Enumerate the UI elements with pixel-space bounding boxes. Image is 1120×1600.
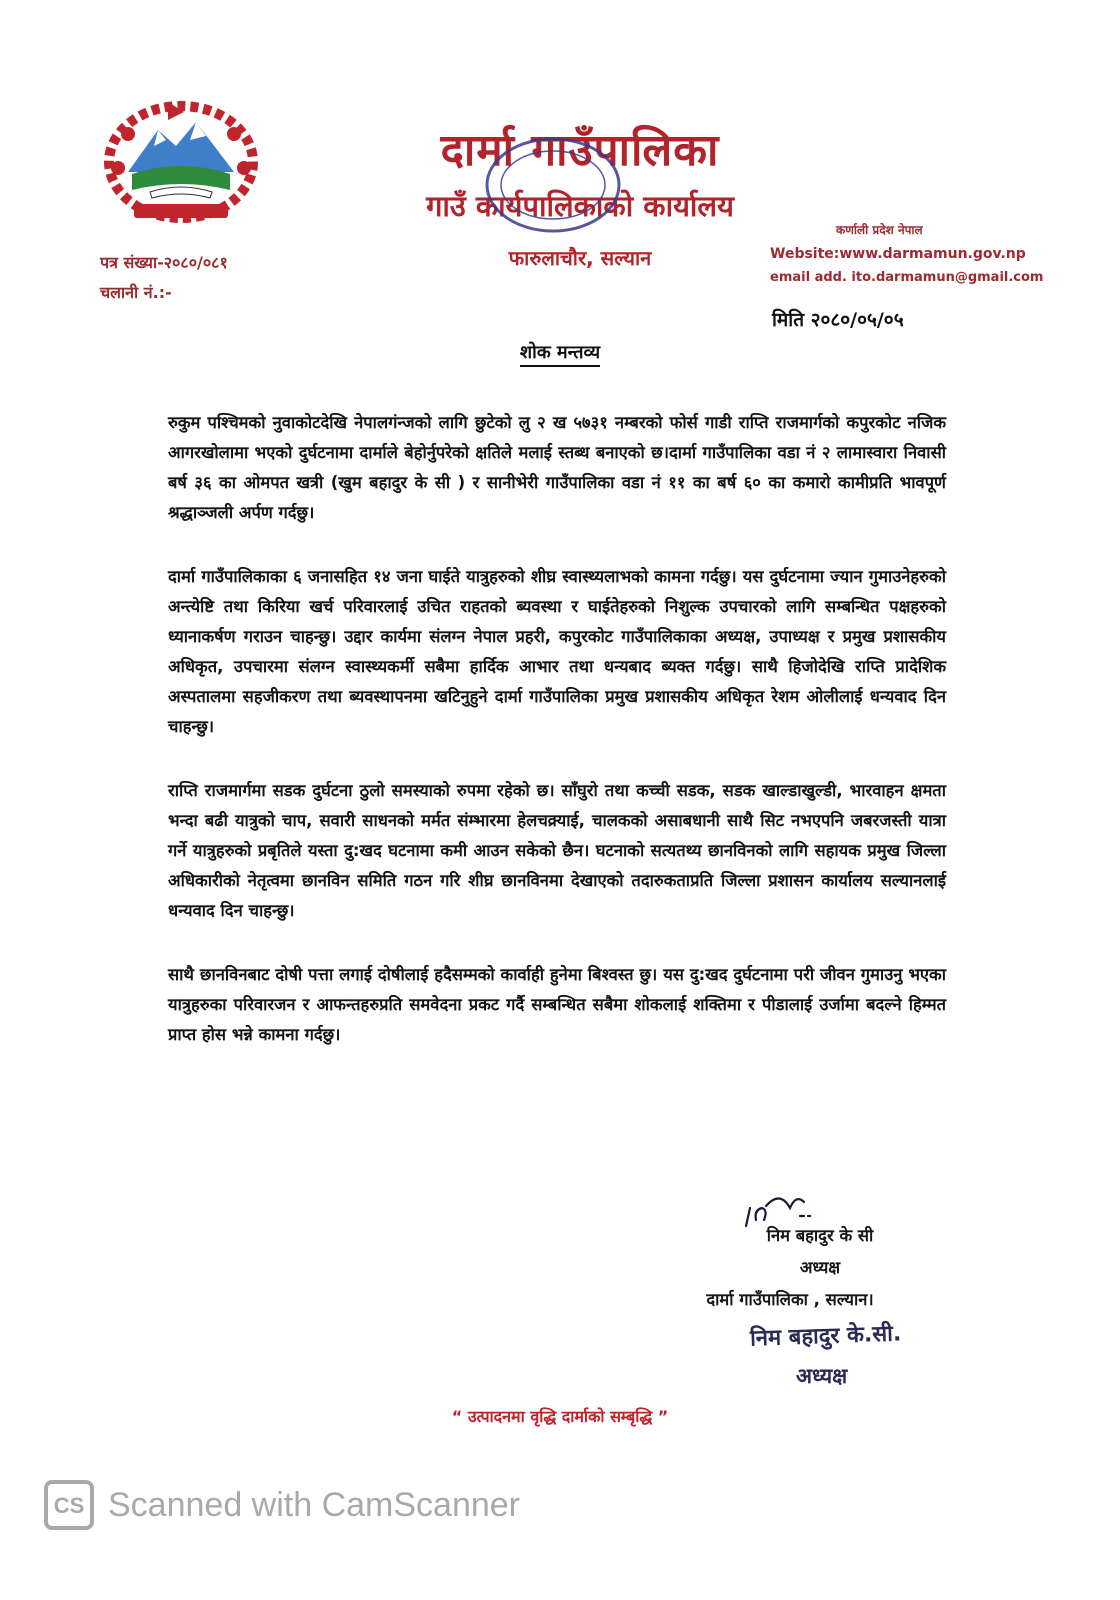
nepal-emblem-icon [98, 94, 264, 234]
letter-number: पत्र संख्या-२०८०/०८१ [100, 253, 228, 272]
reference-block [100, 248, 228, 308]
camscanner-logo-icon [44, 1480, 94, 1530]
office-subtitle: गाउँ कार्यपालिकाको कार्यालय [426, 189, 734, 223]
contact-block [770, 218, 1043, 290]
signatory-name: निम बहादुर के सी [766, 1226, 874, 1245]
province-label: कर्णाली प्रदेश नेपाल [836, 223, 923, 237]
round-seal-icon [478, 132, 628, 238]
municipality-title: दार्मा गाउँपालिका [440, 125, 720, 176]
paragraph: साथै छानविनबाट दोषी पत्ता लगाई दोषीलाई हदैसम्मको कार्वाही हुनेमा बिश्वस्त छु। यस दु:खद दुर्घटनामा परी जीवन गुमाउनु भएका यात्रुहरुका परिवारजन र आफन्तहरुप्रति समवेदना प्रकट गर्दै सम्बन्धित सबैमा शोकलाई शक्तिमा र पीडालाई उर्जामा बदल्ने हिम्मत प्राप्त होस भन्ने कामना गर्दछु। [168, 965, 946, 1044]
heading-text: शोक मन्तव्य [520, 342, 600, 367]
role-stamp: अध्यक्ष [796, 1364, 848, 1388]
website-link[interactable]: Website:www.darmamun.gov.np [770, 246, 1026, 262]
footer-slogan: “ उत्पादनमा वृद्धि दार्माको सम्बृद्धि ” [451, 1407, 669, 1426]
name-stamp: निम बहादुर के.सी. [749, 1321, 902, 1352]
office-address: फारुलाचौर, सल्यान [508, 246, 652, 270]
document-heading [0, 340, 1120, 364]
camscanner-watermark: Scanned with CamScanner [108, 1486, 521, 1524]
svg-text:CS: CS [53, 1493, 85, 1518]
dispatch-number: चलानी नं.:- [100, 283, 172, 302]
letter-body [168, 408, 946, 1084]
paragraph: राप्ति राजमार्गमा सडक दुर्घटना ठुलो समस्याको रुपमा रहेको छ। साँघुरो तथा कच्ची सडक, सडक खाल्डाखुल्डी, भारवाहन क्षमता भन्दा बढी यात्रुको चाप, सवारी साधनको मर्मत संम्भारमा हेलचक्र्याई, चालकको असाबधानी साथै सिट नभएपनि जबरजस्ती यात्रा गर्ने यात्रुहरुको प्रबृतिले यस्ता दु:खद घटनामा कमी आउन सकेको छैन। घटनाको सत्यतथ्य छानविनको लागि सहायक प्रमुख जिल्ला अधिकारीको नेतृत्वमा छानविन समिति गठन गरि शीघ्र छानविनमा देखाएको तदारुकताप्रति जिल्ला प्रशासन कार्यालय सल्यानलाई धन्यवाद दिन चाहन्छु। [168, 781, 946, 920]
signatory-role: अध्यक्ष [799, 1258, 841, 1277]
email-link[interactable]: email add. ito.darmamun@gmail.com [770, 270, 1044, 285]
letter-date: मिति २०८०/०५/०५ [772, 309, 904, 331]
signatory-office: दार्मा गाउँपालिका , सल्यान। [706, 1290, 874, 1309]
paragraph: दार्मा गाउँपालिकाका ६ जनासहित १४ जना घाईते यात्रुहरुको शीघ्र स्वास्थ्यलाभको कामना गर्दछु। यस दुर्घटनामा ज्यान गुमाउनेहरुको अन्त्येष्टि तथा किरिया खर्च परिवारलाई उचित राहतको ब्यवस्था र घाईतेहरुको निशुल्क उपचारको लागि सम्बन्धित पक्षहरुको ध्यानाकर्षण गराउन चाहन्छु। उद्दार कार्यमा संलग्न नेपाल प्रहरी, कपुरकोट गाउँपालिकाका अध्यक्ष, उपाध्यक्ष र प्रमुख प्रशासकीय अधिकृत, उपचारमा संलग्न स्वास्थ्यकर्मी सबैमा हार्दिक आभार तथा धन्यबाद ब्यक्त गर्दछु। साथै हिजोदेखि राप्ति प्रादेशिक अस्पतालमा सहजीकरण तथा ब्यवस्थापनमा खटिनुहुने दार्मा गाउँपालिका प्रमुख प्रशासकीय अधिकृत रेशम ओलीलाई धन्यवाद दिन चाहन्छु। [168, 567, 946, 736]
paragraph: रुकुम पश्चिमको नुवाकोटदेखि नेपालगंन्जको लागि छुटेको लु २ ख ५७३१ नम्बरको फोर्स गाडी राप्ति राजमार्गको कपुरकोट नजिक आगरखोलामा भएको दुर्घटनामा दार्माले बेहोर्नुपरेको क्षतिले मलाई स्तब्ध बनाएको छ।दार्मा गाउँपालिका वडा नं २ लामास्वारा निवासी बर्ष ३६ का ओमपत खत्री (खुम बहादुर के सी ) र सानीभेरी गाउँपालिका वडा नं ११ का बर्ष ६० का कमारो कामीप्रति भावपूर्ण श्रद्धाञ्जली अर्पण गर्दछु। [168, 413, 946, 522]
signatory-block [640, 1220, 940, 1316]
